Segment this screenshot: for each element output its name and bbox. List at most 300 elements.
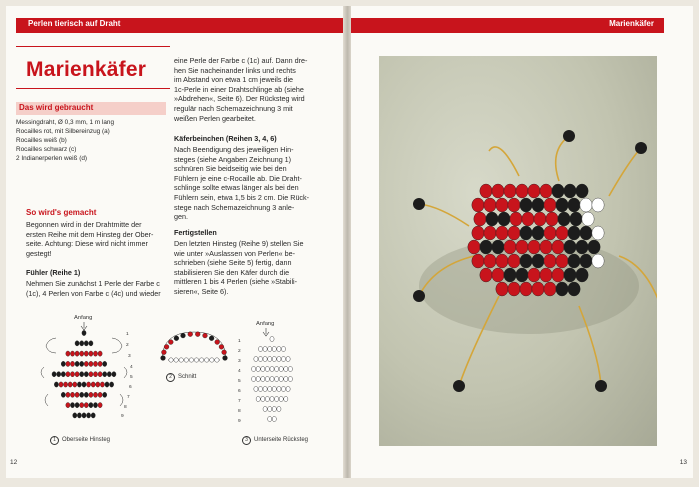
bead <box>84 361 88 366</box>
bead <box>540 268 552 282</box>
bead <box>210 358 214 362</box>
bead <box>498 212 510 226</box>
bead <box>564 184 576 198</box>
bead <box>288 366 292 371</box>
bead <box>277 406 281 411</box>
diagram3-start-label: Anfang <box>256 321 275 327</box>
row-number: 1 <box>238 339 241 344</box>
row-number: 3 <box>238 359 241 364</box>
bead <box>520 282 532 296</box>
bead <box>480 240 492 254</box>
intro-line: seite. Achtung: Diese wird nicht immer <box>26 239 148 249</box>
bead <box>472 226 484 240</box>
diagram2-beads <box>161 332 228 362</box>
bead <box>80 351 84 356</box>
bead <box>181 333 186 338</box>
bead <box>91 382 95 387</box>
bead <box>496 226 508 240</box>
diagram-under-back <box>236 318 311 433</box>
bead <box>275 396 279 401</box>
bead <box>61 372 65 377</box>
bead <box>57 372 61 377</box>
bead <box>179 358 183 362</box>
diagram1-beads <box>52 330 116 418</box>
bead <box>80 403 84 408</box>
bead <box>508 198 520 212</box>
running-head-bar <box>16 18 344 33</box>
bead <box>279 396 283 401</box>
bead <box>93 372 97 377</box>
bead <box>546 212 558 226</box>
bead <box>508 226 520 240</box>
bead <box>66 351 70 356</box>
bead <box>223 356 228 361</box>
bead <box>484 198 496 212</box>
page-number-right: 13 <box>679 459 687 466</box>
bead <box>80 361 84 366</box>
bead <box>588 240 600 254</box>
col2-paragraph <box>174 56 307 123</box>
bead <box>75 392 79 397</box>
bead <box>68 382 72 387</box>
bead <box>270 396 274 401</box>
howto-heading: So wird's gemacht <box>26 208 97 217</box>
bead <box>258 386 262 391</box>
bead <box>82 382 86 387</box>
bead <box>110 382 114 387</box>
bead <box>84 372 88 377</box>
bead <box>98 361 102 366</box>
bead <box>552 240 564 254</box>
bead <box>89 341 93 346</box>
bead <box>261 376 265 381</box>
bead <box>103 392 107 397</box>
title-rule-top <box>16 46 170 47</box>
foot-bead <box>595 380 607 392</box>
bead <box>556 226 568 240</box>
bead <box>568 282 580 296</box>
caption-text: Schnitt <box>178 374 197 380</box>
bead <box>270 366 274 371</box>
arrow-icon <box>81 322 87 330</box>
bead <box>576 268 588 282</box>
bead <box>93 351 97 356</box>
legs-line: stege nach Schemazeichnung 3 anle- <box>174 202 295 212</box>
legs-line: schlinge sollte etwas länger als bei den <box>174 183 299 193</box>
bead <box>284 396 288 401</box>
bead <box>279 376 283 381</box>
bead <box>100 382 104 387</box>
bead <box>91 413 95 418</box>
bead <box>70 361 74 366</box>
bead <box>209 336 214 341</box>
bead <box>64 382 68 387</box>
finish-line: Den letzten Hinsteg (Reihe 9) stellen Sie <box>174 239 304 248</box>
bead <box>286 356 290 361</box>
material-item: Messingdraht, Ø 0,3 mm, 1 m lang <box>16 119 115 126</box>
bead <box>284 366 288 371</box>
bead <box>552 184 564 198</box>
bead <box>265 376 269 381</box>
caption-number-icon: 1 <box>50 436 59 445</box>
bead <box>272 386 276 391</box>
feelers-line: Nehmen Sie zunächst 1 Perle der Farbe c <box>26 279 160 288</box>
legs-line: Fühlern je eine c-Rocaille ab. Die Draht- <box>174 173 302 183</box>
caption-number-icon: 3 <box>242 436 251 445</box>
page-title: Marienkäfer <box>26 58 147 81</box>
bead <box>168 340 173 345</box>
bead <box>164 344 169 349</box>
intro-line: Begonnen wird in der Drahtmitte der <box>26 220 142 229</box>
bead <box>484 254 496 268</box>
bead <box>272 346 276 351</box>
bead <box>270 336 274 341</box>
bead <box>194 358 198 362</box>
bead <box>263 386 267 391</box>
bead <box>75 403 79 408</box>
bead <box>174 358 178 362</box>
finish-paragraph <box>174 239 303 297</box>
bead <box>263 406 267 411</box>
bead <box>89 392 93 397</box>
col2-line: im Abstand von etwa 1 cm jeweils die <box>174 75 294 85</box>
diagram1-caption <box>50 436 110 445</box>
bead <box>70 403 74 408</box>
bead <box>532 198 544 212</box>
bead <box>174 336 179 341</box>
bead <box>84 351 88 356</box>
bead <box>504 240 516 254</box>
col2-line: eine Perle der Farbe c (1c) auf. Dann dre- <box>174 56 308 65</box>
bead <box>84 392 88 397</box>
bead <box>281 386 285 391</box>
feelers-paragraph <box>26 279 161 298</box>
bead <box>66 392 70 397</box>
bead <box>105 382 109 387</box>
bead <box>98 372 102 377</box>
foot-bead <box>413 198 425 210</box>
bead <box>268 406 272 411</box>
bead <box>592 226 604 240</box>
feelers-line: (1c), 4 Perlen von Farbe c (4c) und wieder <box>26 288 161 298</box>
bead <box>556 282 568 296</box>
bead <box>54 382 58 387</box>
col2-line: hen Sie nacheinander links und rechts <box>174 65 296 75</box>
intro-line: gestegt! <box>26 248 52 258</box>
wire-path <box>162 332 226 360</box>
bead <box>84 341 88 346</box>
bead <box>93 403 97 408</box>
bead <box>277 386 281 391</box>
bead <box>66 403 70 408</box>
intro-paragraph <box>26 220 153 258</box>
bead <box>252 376 256 381</box>
bead <box>189 358 193 362</box>
bead <box>272 356 276 361</box>
bead <box>492 184 504 198</box>
bead <box>288 376 292 381</box>
bead <box>528 240 540 254</box>
bead <box>75 341 79 346</box>
bead <box>520 198 532 212</box>
bead <box>103 372 107 377</box>
material-item: 2 Indianerperlen weiß (d) <box>16 155 88 162</box>
bead <box>87 382 91 387</box>
bead <box>98 403 102 408</box>
bead <box>568 198 580 212</box>
bead <box>504 184 516 198</box>
foot-bead <box>453 380 465 392</box>
bead <box>580 254 592 268</box>
finish-line: mittleren 1 bis 4 Perlen (siehe »Stabili- <box>174 277 298 287</box>
row-number: 7 <box>127 395 130 400</box>
legs-heading: Käferbeinchen (Reihen 3, 4, 6) <box>174 134 277 143</box>
bead <box>532 254 544 268</box>
finish-line: schrieben (siehe Seite 5) fertig, dann <box>174 258 292 268</box>
bead <box>520 254 532 268</box>
bead <box>265 396 269 401</box>
bead <box>580 226 592 240</box>
bead <box>496 254 508 268</box>
finish-heading: Fertigstellen <box>174 228 217 237</box>
bead <box>112 372 116 377</box>
bead <box>256 366 260 371</box>
row-number: 2 <box>126 343 129 348</box>
bead <box>275 376 279 381</box>
bead <box>265 366 269 371</box>
bead <box>96 382 100 387</box>
bead <box>254 386 258 391</box>
legs-line: Fühlern sein, etwa 1,5 bis 2 cm. Die Rück- <box>174 192 310 202</box>
bead <box>188 332 193 337</box>
bead <box>472 254 484 268</box>
diagram2-caption <box>166 373 196 382</box>
bead <box>268 416 272 421</box>
bead <box>534 212 546 226</box>
bead <box>286 386 290 391</box>
bead <box>281 346 285 351</box>
bead <box>258 356 262 361</box>
arrow-icon <box>263 328 269 336</box>
bead <box>261 396 265 401</box>
bead <box>556 254 568 268</box>
row-number: 4 <box>130 365 133 370</box>
col2-line: regulär nach Schemazeichnung 3 mit <box>174 103 293 113</box>
col2-line: weißen Perlen gearbeitet. <box>174 113 256 123</box>
row-number: 3 <box>128 354 131 359</box>
bead <box>80 341 84 346</box>
bead <box>532 226 544 240</box>
finish-line: wie unter »Auslassen von Perlen« be- <box>174 248 296 258</box>
bead <box>480 184 492 198</box>
bead <box>564 240 576 254</box>
intro-line: ersten Reihe mit dem Hinsteg der Ober- <box>26 229 154 239</box>
bead <box>89 351 93 356</box>
bead <box>258 346 262 351</box>
bead <box>540 184 552 198</box>
row-number: 5 <box>238 379 241 384</box>
bead <box>93 361 97 366</box>
bead <box>570 212 582 226</box>
title-rule-bottom <box>16 88 170 89</box>
bead <box>61 361 65 366</box>
bead <box>556 198 568 212</box>
bead <box>195 332 200 337</box>
bead <box>161 356 166 361</box>
bead <box>516 184 528 198</box>
bead <box>516 268 528 282</box>
left-page <box>6 6 344 478</box>
bead <box>544 254 556 268</box>
bead <box>268 356 272 361</box>
bead <box>82 413 86 418</box>
diagram1-row-numbers <box>121 331 133 419</box>
right-page <box>351 6 693 478</box>
bead <box>222 350 227 355</box>
bead <box>52 372 56 377</box>
running-head-bar <box>351 18 664 33</box>
bead <box>540 240 552 254</box>
finish-line: sieren«, Seite 6). <box>174 286 229 296</box>
finish-line: stabilisieren Sie den Käfer durch die <box>174 267 290 277</box>
material-item: Rocailles weiß (b) <box>16 137 67 144</box>
bead <box>496 198 508 212</box>
bead <box>275 366 279 371</box>
diagram1-start-label: Anfang <box>74 315 93 321</box>
bead <box>544 198 556 212</box>
materials-heading: Das wird gebraucht <box>19 103 94 112</box>
legs-paragraph <box>174 145 309 222</box>
bead <box>77 413 81 418</box>
feelers-heading: Fühler (Reihe 1) <box>26 268 81 277</box>
bead <box>277 356 281 361</box>
bead <box>98 392 102 397</box>
row-number: 1 <box>126 332 129 337</box>
bead <box>215 358 219 362</box>
caption-number-icon: 2 <box>166 373 175 382</box>
bead <box>73 382 77 387</box>
bead <box>70 392 74 397</box>
bead <box>472 198 484 212</box>
bead <box>263 356 267 361</box>
bead <box>61 392 65 397</box>
bead <box>508 282 520 296</box>
bead <box>486 212 498 226</box>
foot-bead <box>563 130 575 142</box>
bead <box>84 403 88 408</box>
bead <box>592 254 604 268</box>
bead <box>75 372 79 377</box>
bead <box>568 226 580 240</box>
bead <box>66 372 70 377</box>
bead <box>279 366 283 371</box>
row-number: 8 <box>238 409 241 414</box>
bead <box>564 268 576 282</box>
bead <box>75 351 79 356</box>
diagram-cross-section <box>154 324 234 374</box>
bead <box>468 240 480 254</box>
bead <box>89 361 93 366</box>
bead <box>59 382 63 387</box>
foot-bead <box>413 290 425 302</box>
bead <box>492 268 504 282</box>
bead <box>107 372 111 377</box>
bead <box>522 212 534 226</box>
bead <box>544 282 556 296</box>
row-number: 9 <box>238 419 241 424</box>
col2-line: »Abdrehen«, Seite 6). Der Rücksteg wird <box>174 94 305 104</box>
bead <box>89 372 93 377</box>
bead <box>592 198 604 212</box>
bead <box>492 240 504 254</box>
bead <box>205 358 209 362</box>
ladybug-illustration <box>379 56 657 446</box>
bead <box>552 268 564 282</box>
bead <box>203 333 208 338</box>
bead <box>162 350 167 355</box>
bead <box>199 358 203 362</box>
row-number: 2 <box>238 349 241 354</box>
bead <box>528 268 540 282</box>
bead <box>87 413 91 418</box>
legs-line: steges (siehe Angaben Zeichnung 1) <box>174 154 292 164</box>
material-item: Rocailles schwarz (c) <box>16 146 77 153</box>
diagram3-row-numbers <box>238 338 241 424</box>
bead <box>70 372 74 377</box>
bead <box>520 226 532 240</box>
legs-line: gen. <box>174 212 188 222</box>
bead <box>93 392 97 397</box>
bead <box>252 366 256 371</box>
bead <box>263 346 267 351</box>
bead <box>89 403 93 408</box>
bead <box>82 330 86 335</box>
running-head: Marienkäfer <box>609 19 654 28</box>
bead <box>558 212 570 226</box>
bead <box>272 406 276 411</box>
col2-line: 1c-Perle in einer Drahtschlinge ab (siehe <box>174 84 304 94</box>
bead <box>532 282 544 296</box>
row-number: 6 <box>238 389 241 394</box>
bead <box>256 376 260 381</box>
material-item: Rocailles rot, mit Silbereinzug (a) <box>16 128 110 135</box>
bead <box>219 344 224 349</box>
bead <box>516 240 528 254</box>
bead <box>73 413 77 418</box>
row-number: 8 <box>124 405 127 410</box>
bead <box>70 351 74 356</box>
ladybug-photo <box>379 56 657 446</box>
bead <box>510 212 522 226</box>
diagram3-beads <box>252 336 293 421</box>
row-number: 5 <box>130 375 133 380</box>
row-number: 7 <box>238 399 241 404</box>
row-number: 9 <box>121 414 124 419</box>
legs-line: Nach Beendigung des jeweiligen Hin- <box>174 145 294 154</box>
materials-heading-box <box>16 102 166 115</box>
bead <box>75 361 79 366</box>
bead <box>582 212 594 226</box>
bead <box>568 254 580 268</box>
bead <box>80 372 84 377</box>
bead <box>576 240 588 254</box>
bead <box>261 366 265 371</box>
bead <box>256 396 260 401</box>
bead <box>528 184 540 198</box>
bead <box>474 212 486 226</box>
bead <box>270 376 274 381</box>
materials-list <box>16 118 114 163</box>
